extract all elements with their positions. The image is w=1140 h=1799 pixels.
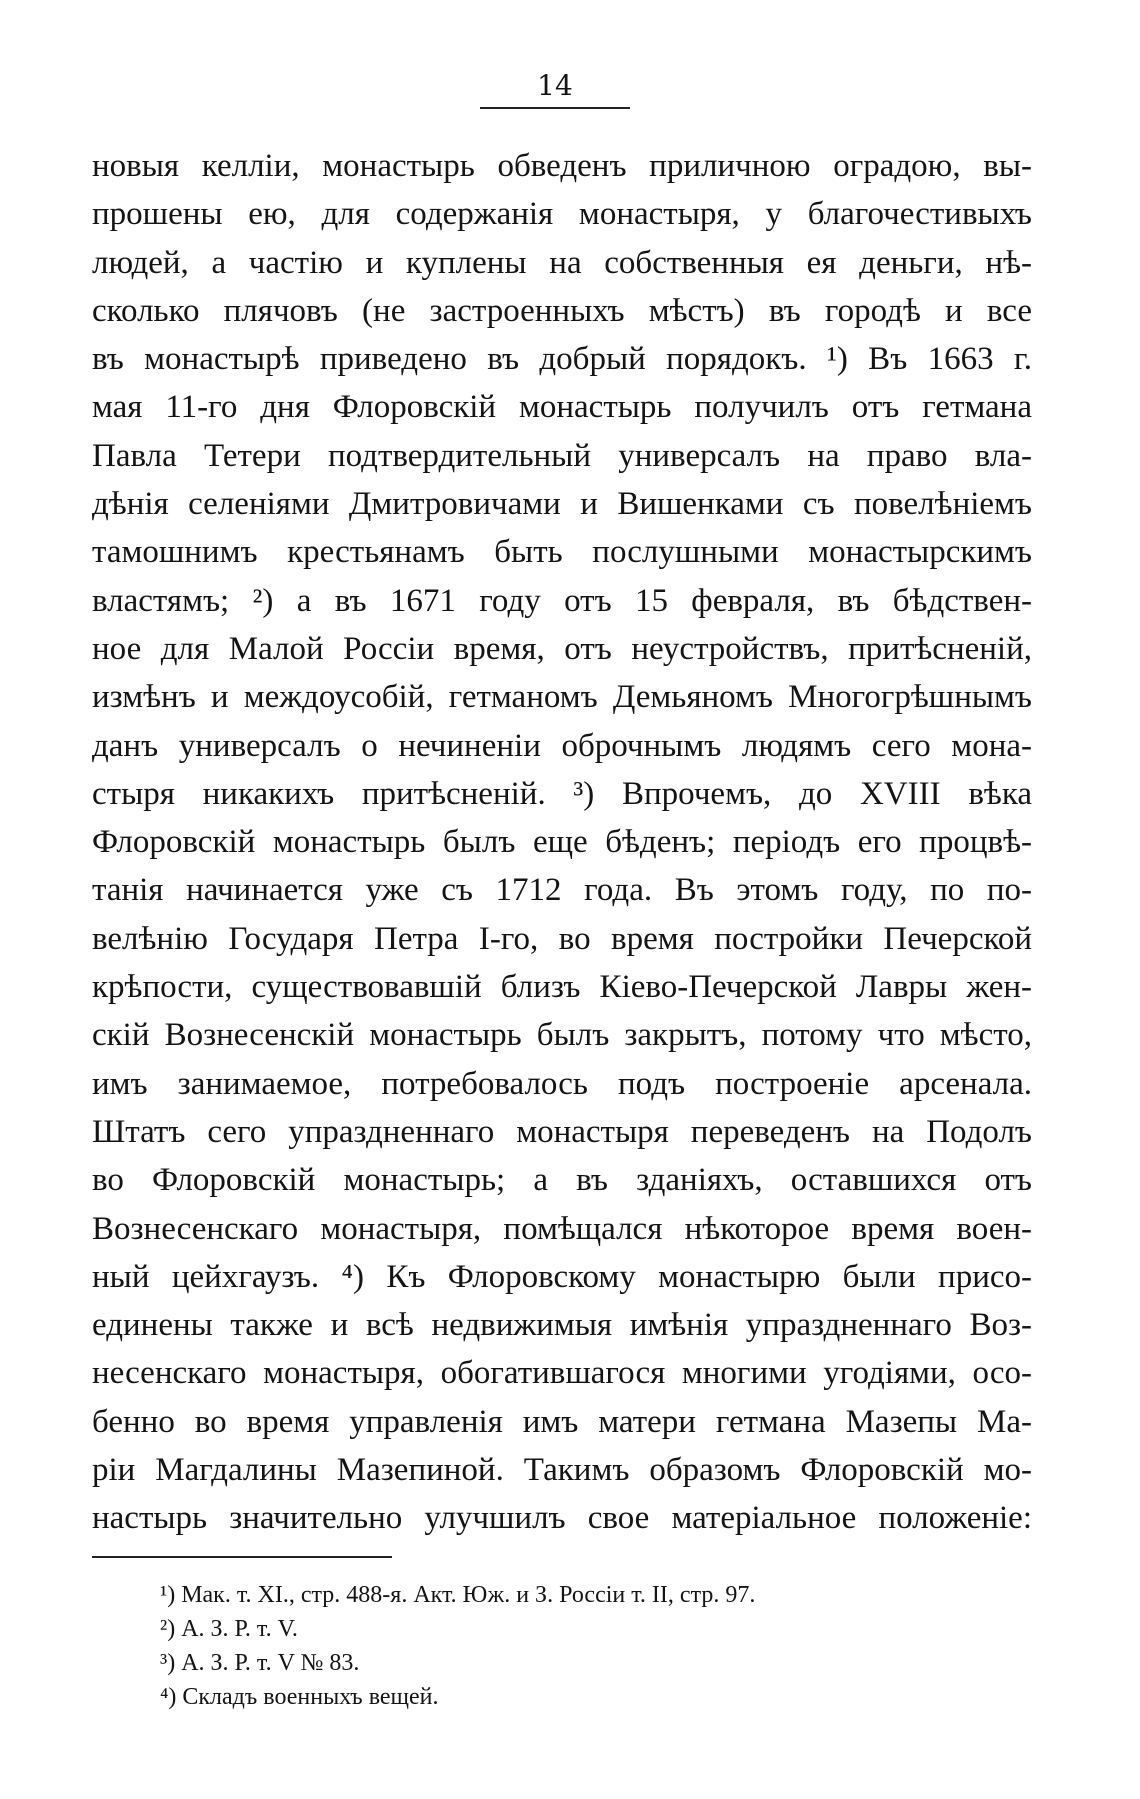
- body-line: въ монастырѣ приведено въ добрый порядокъ. ¹) Въ 1663 г.: [92, 341, 1032, 378]
- body-line: новыя келліи, монастырь обведенъ приличною оградою, вы-: [92, 148, 1032, 184]
- body-line: танія начинается уже съ 1712 года. Въ этомъ году, по по-: [92, 872, 1032, 909]
- body-line: дѣнія селеніями Дмитровичами и Вишенками съ повелѣніемъ: [92, 486, 1032, 523]
- body-line: имъ занимаемое, потребовалось подъ построеніе арсенала.: [92, 1065, 1032, 1102]
- footnote: ⁴) Складъ военныхъ вещей.: [160, 1684, 439, 1710]
- body-line: сколько плячовъ (не застроенныхъ мѣстъ) въ городѣ и все: [92, 292, 1032, 329]
- body-line: ріи Магдалины Мазепиной. Такимъ образомъ Флоровскій мо-: [92, 1452, 1032, 1489]
- body-line: Вознесенскаго монастыря, помѣщался нѣкоторое время воен-: [92, 1210, 1032, 1247]
- footnote: ²) А. З. Р. т. V.: [160, 1616, 298, 1642]
- body-text: [92, 142, 1032, 1543]
- body-line: данъ универсалъ о нечиненіи оброчнымъ людямъ сего мона-: [92, 727, 1032, 764]
- body-line: Павла Тетери подтвердительный универсалъ на право вла-: [92, 437, 1032, 474]
- body-line: тамошнимъ крестьянамъ быть послушными монастырскимъ: [92, 534, 1032, 571]
- body-line: во Флоровскій монастырь; а въ зданіяхъ, оставшихся отъ: [92, 1162, 1032, 1199]
- page-number: 14: [537, 69, 573, 102]
- body-line: мая 11-го дня Флоровскій монастырь получилъ отъ гетмана: [92, 389, 1032, 426]
- footnote-separator: [92, 1556, 392, 1558]
- body-line: ный цейхгаузъ. ⁴) Къ Флоровскому монастырю были присо-: [92, 1258, 1032, 1295]
- body-line: бенно во время управленія имъ матери гетмана Мазепы Ма-: [92, 1403, 1032, 1440]
- body-line: измѣнъ и междоусобій, гетманомъ Демьяномъ Многогрѣшнымъ: [92, 679, 1032, 716]
- body-line: скій Вознесенскій монастырь былъ закрытъ, потому что мѣсто,: [92, 1017, 1032, 1054]
- body-line: настырь значительно улучшилъ свое матеріальное положеніе:: [92, 1500, 1032, 1537]
- body-line: ное для Малой Россіи время, отъ неустройствъ, притѣсненій,: [92, 630, 1032, 667]
- body-line: крѣпости, существовавшій близъ Кіево-Печерской Лавры жен-: [92, 969, 1032, 1006]
- footnote: ¹) Мак. т. XI., стр. 488-я. Акт. Юж. и З. Россіи т. II, стр. 97.: [160, 1582, 756, 1608]
- body-line: Штатъ сего упраздненнаго монастыря переведенъ на Подолъ: [92, 1113, 1032, 1150]
- body-line: несенскаго монастыря, обогатившагося многими угодіями, осо-: [92, 1355, 1032, 1392]
- body-line: людей, а частію и куплены на собственныя ея деньги, нѣ-: [92, 244, 1032, 281]
- body-line: Флоровскій монастырь былъ еще бѣденъ; періодъ его процвѣ-: [92, 824, 1032, 861]
- body-line: единены также и всѣ недвижимыя имѣнія упраздненнаго Воз-: [92, 1307, 1032, 1344]
- page-number-underline: [480, 107, 630, 109]
- body-line: велѣнію Государя Петра I-го, во время постройки Печерской: [92, 920, 1032, 957]
- body-line: стыря никакихъ притѣсненій. ³) Впрочемъ, до XVIII вѣка: [92, 775, 1032, 812]
- body-line: властямъ; ²) а въ 1671 году отъ 15 февраля, въ бѣдствен-: [92, 582, 1032, 619]
- footnotes: [160, 1578, 980, 1714]
- footnote: ³) А. З. Р. т. V № 83.: [160, 1650, 360, 1676]
- body-line: прошены ею, для содержанія монастыря, у благочестивыхъ: [92, 196, 1032, 233]
